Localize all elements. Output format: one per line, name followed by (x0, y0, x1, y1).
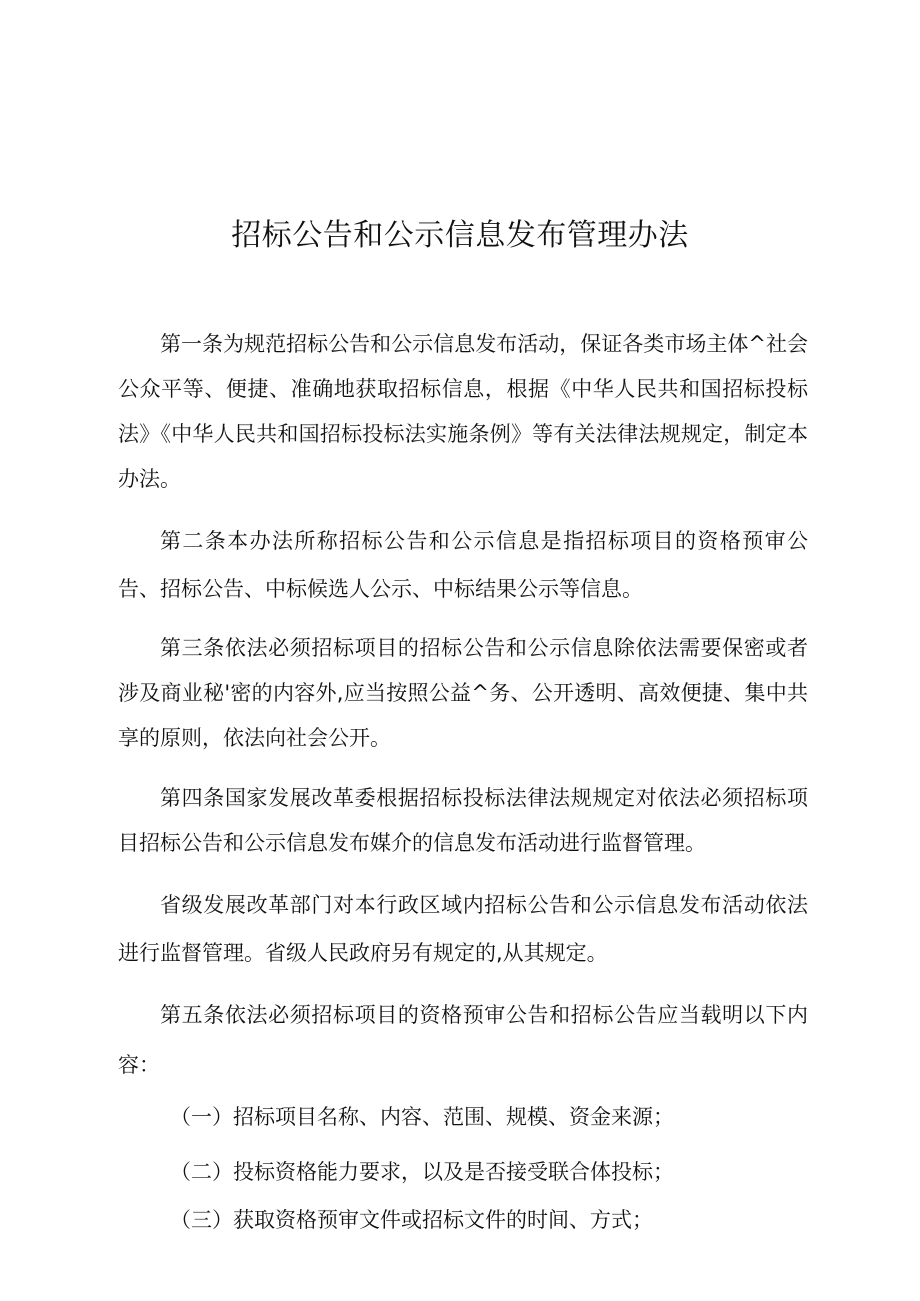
list-item-1: （一）招标项目名称、内容、范围、规模、资金来源； (170, 1105, 674, 1129)
article-5: 第五条依法必须招标项目的资格预审公告和招标公告应当载明以下内容： (118, 1003, 808, 1077)
document-title: 招标公告和公示信息发布管理办法 (231, 218, 689, 253)
article-3: 第三条依法必须招标项目的招标公告和公示信息除依法需要保密或者涉及商业秘'密的内容外,应当按照公益^务、公开透明、高效便捷、集中共享的原则，依法向社会公开。 (118, 636, 808, 750)
article-4-provincial: 省级发展改革部门对本行政区域内招标公告和公示信息发布活动依法进行监督管理。省级人民政府另有规定的,从其规定。 (118, 893, 808, 965)
article-2: 第二条本办法所称招标公告和公示信息是指招标项目的资格预审公告、招标公告、中标候选人公示、中标结果公示等信息。 (118, 529, 808, 601)
document-body (118, 322, 808, 1244)
article-4: 第四条国家发展改革委根据招标投标法律法规规定对依法必须招标项目招标公告和公示信息发布媒介的信息发布活动进行监督管理。 (118, 786, 808, 855)
article-1: 第一条为规范招标公告和公示信息发布活动，保证各类市场主体^社会公众平等、便捷、准确地获取招标信息，根据《中华人民共和国招标投标法》《中华人民共和国招标投标法实施条例》等有关法律法规规定，制定本办法。 (118, 332, 808, 491)
list-item-3: （三）获取资格预审文件或招标文件的时间、方式； (170, 1208, 653, 1232)
list-item-2: （二）投标资格能力要求，以及是否接受联合体投标； (170, 1160, 674, 1184)
